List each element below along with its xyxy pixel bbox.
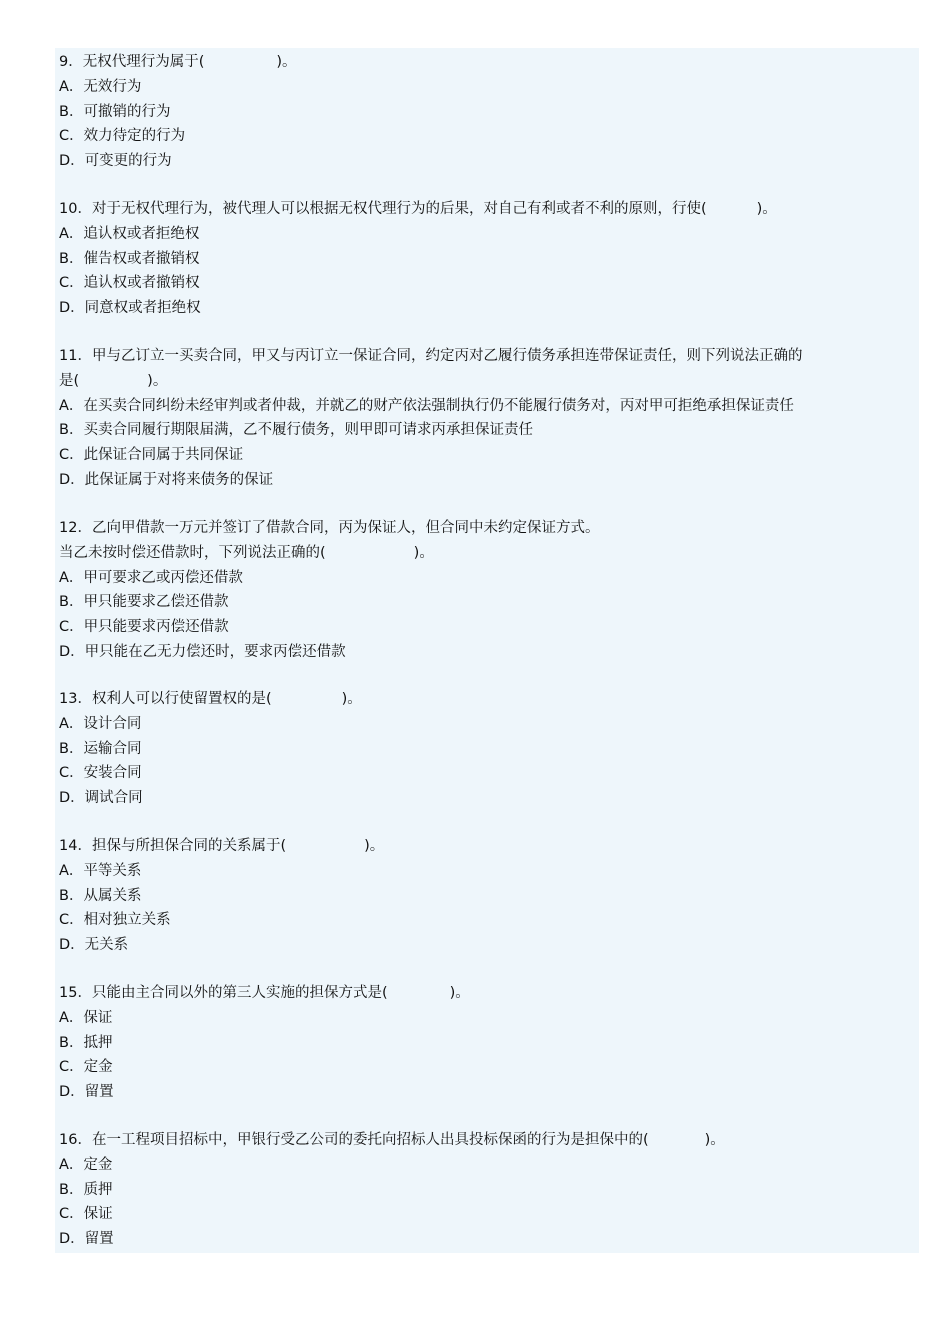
option-c[interactable]: C．追认权或者撤销权 [59,275,200,292]
option-d[interactable]: D．留置 [59,1084,114,1101]
question-10 [59,197,919,321]
option-c[interactable]: C．效力待定的行为 [59,128,186,145]
question-number: 12 [59,520,78,536]
option-d[interactable]: D．甲只能在乙无力偿还时，要求丙偿还借款 [59,643,346,660]
question-number: 9 [59,54,69,70]
question-stem: 16．在一工程项目招标中，甲银行受乙公司的委托向招标人出具投标保函的行为是担保中的( )。 [59,1132,725,1148]
option-c[interactable]: C．定金 [59,1059,113,1076]
option-a[interactable]: A．定金 [59,1156,113,1173]
question-number: 10 [59,201,78,217]
option-c[interactable]: C．甲只能要求丙偿还借款 [59,619,229,636]
question-stem: 14．担保与所担保合同的关系属于( )。 [59,838,385,854]
option-d[interactable]: D．调试合同 [59,790,143,807]
option-c[interactable]: C．保证 [59,1206,113,1223]
option-d[interactable]: D．无关系 [59,937,129,954]
question-stem: 12．乙向甲借款一万元并签订了借款合同，丙为保证人，但合同中未约定保证方式。 [59,520,600,536]
option-a[interactable]: A．在买卖合同纠纷未经审判或者仲裁，并就乙的财产依法强制执行仍不能履行债务对，丙对甲可拒绝承担保证责任 [59,397,794,414]
option-d[interactable]: D．同意权或者拒绝权 [59,300,201,317]
option-b[interactable]: B．运输合同 [59,740,142,757]
option-a[interactable]: A．追认权或者拒绝权 [59,225,200,242]
question-stem: 9．无权代理行为属于( )。 [59,54,297,70]
option-d[interactable]: D．此保证属于对将来债务的保证 [59,471,274,488]
question-stem-continued: 当乙未按时偿还借款时，下列说法正确的( )。 [59,544,434,561]
question-16 [59,1128,919,1252]
option-a[interactable]: A．设计合同 [59,715,142,732]
option-c[interactable]: C．相对独立关系 [59,912,171,929]
option-d[interactable]: D．留置 [59,1231,114,1248]
option-c[interactable]: C．安装合同 [59,765,142,782]
question-stem: 15．只能由主合同以外的第三人实施的担保方式是( )。 [59,985,470,1001]
question-number: 16 [59,1132,78,1148]
option-b[interactable]: B．质押 [59,1181,113,1198]
question-14 [59,834,919,958]
question-11 [59,344,919,493]
option-b[interactable]: B．甲只能要求乙偿还借款 [59,594,229,611]
question-number: 11 [59,348,78,364]
question-stem-continued: 是( )。 [59,372,168,389]
option-b[interactable]: B．可撤销的行为 [59,103,171,120]
option-a[interactable]: A．无效行为 [59,78,142,95]
question-stem: 10．对于无权代理行为，被代理人可以根据无权代理行为的后果，对自己有利或者不利的原则，行使( )。 [59,201,777,217]
question-number: 14 [59,838,78,854]
option-a[interactable]: A．平等关系 [59,862,142,879]
question-13 [59,687,919,811]
option-b[interactable]: B．抵押 [59,1034,113,1051]
question-9 [59,50,919,174]
option-b[interactable]: B．从属关系 [59,887,142,904]
option-b[interactable]: B．催告权或者撤销权 [59,250,200,267]
question-stem: 13．权利人可以行使留置权的是( )。 [59,691,362,707]
option-c[interactable]: C．此保证合同属于共同保证 [59,447,244,464]
question-number: 15 [59,985,78,1001]
option-b[interactable]: B．买卖合同履行期限届满，乙不履行债务，则甲即可请求丙承担保证责任 [59,422,533,439]
question-number: 13 [59,691,78,707]
option-a[interactable]: A．保证 [59,1009,113,1026]
option-d[interactable]: D．可变更的行为 [59,153,172,170]
question-stem: 11．甲与乙订立一买卖合同，甲又与丙订立一保证合同，约定丙对乙履行债务承担连带保证责任，则下列说法正确的 [59,348,803,364]
question-12 [59,516,919,665]
question-15 [59,981,919,1105]
option-a[interactable]: A．甲可要求乙或丙偿还借款 [59,569,243,586]
